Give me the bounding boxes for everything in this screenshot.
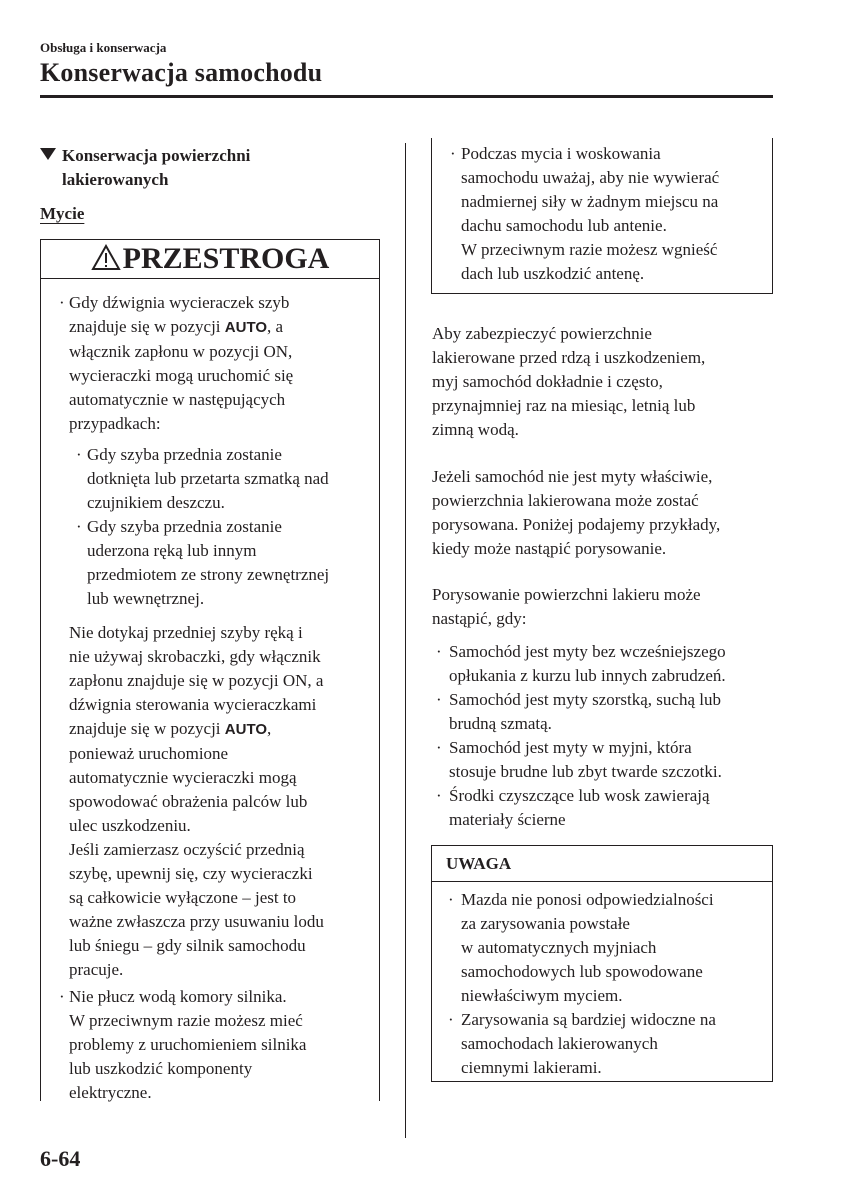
text-line: lakierowane przed rdzą i uszkodzeniem, — [432, 348, 706, 367]
text-line: Porysowanie powierzchni lakieru może — [432, 585, 701, 604]
bullet-dot: · — [76, 445, 82, 464]
text-line: zapłonu znajduje się w pozycji ON, a — [69, 671, 324, 690]
triangle-bullet-icon — [40, 148, 56, 160]
bullet-dot: · — [436, 738, 442, 757]
bullet-dot: · — [59, 987, 65, 1006]
text-line: samochodach lakierowanych — [461, 1034, 658, 1053]
column-divider — [405, 143, 406, 1138]
text-line: Jeżeli samochód nie jest myty właściwie, — [432, 467, 713, 486]
text-line: W przeciwnym razie możesz mieć — [69, 1011, 303, 1030]
bullet-dot: · — [76, 517, 82, 536]
bullet-dot: · — [436, 642, 442, 661]
section-heading — [40, 144, 250, 192]
text-line: Zarysowania są bardziej widoczne na — [461, 1010, 716, 1029]
text-line: W przeciwnym razie możesz wgnieść — [461, 240, 718, 259]
caution-title — [41, 240, 379, 278]
caution-bullet-2 — [69, 985, 306, 1105]
text-line: Jeśli zamierzasz oczyścić przednią — [69, 840, 305, 859]
text-line: lub śniegu – gdy silnik samochodu — [69, 936, 306, 955]
list-item: Samochód jest myty w myjni, która stosuje brudne lub zbyt twarde szczotki. — [449, 738, 722, 781]
text-line: automatycznie wycieraczki mogą — [69, 768, 297, 787]
caution-title-text: PRZESTROGA — [122, 242, 330, 275]
bullet-dot: · — [448, 890, 454, 909]
text-line: za zarysowania powstałe — [461, 914, 630, 933]
paragraph-scratches — [432, 465, 720, 561]
text-line: problemy z uruchomieniem silnika — [69, 1035, 307, 1054]
text-line: niewłaściwym myciem. — [461, 986, 623, 1005]
text-line: pracuje. — [69, 960, 124, 979]
breadcrumb: Obsługa i konserwacja — [40, 40, 167, 55]
caution-continued-box — [431, 138, 773, 294]
text-line: czujnikiem deszczu. — [87, 493, 225, 512]
text-line: ponieważ uruchomione — [69, 744, 229, 763]
list-item: Środki czyszczące lub wosk zawierają materiały ścierne — [449, 786, 710, 829]
bullet-dot: · — [59, 293, 65, 312]
text-line: Gdy szyba przednia zostanie — [87, 445, 282, 464]
auto-symbol: AUTO — [224, 319, 268, 336]
text-line: przypadkach: — [69, 414, 161, 433]
note-bullet-1 — [461, 888, 714, 1008]
text-line: Gdy dźwignia wycieraczek szyb — [69, 293, 290, 312]
text-line: Nie płucz wodą komory silnika. — [69, 987, 287, 1006]
text-line: Nie dotykaj przedniej szyby ręką i — [69, 623, 303, 642]
text-line: uderzona ręką lub innym — [87, 541, 257, 560]
bullet-dot: · — [448, 1010, 454, 1029]
text-line: spowodować obrażenia palców lub — [69, 792, 308, 811]
text-line: ulec uszkodzeniu. — [69, 816, 191, 835]
list-item: Samochód jest myty bez wcześniejszego opłukania z kurzu lub innych zabrudzeń. — [449, 642, 726, 685]
text-line: Gdy szyba przednia zostanie — [87, 517, 282, 536]
text-line: dotknięta lub przetarta szmatką nad — [87, 469, 329, 488]
bullet-dot: · — [436, 690, 442, 709]
page-title: Konserwacja samochodu — [40, 58, 323, 87]
title-rule — [40, 95, 773, 98]
text-line: Mazda nie ponosi odpowiedzialności — [461, 890, 714, 909]
text-line: dźwignia sterowania wycieraczkami — [69, 695, 317, 714]
caution-header-box — [40, 239, 380, 279]
text-line: wycieraczki mogą uruchomić się — [69, 366, 294, 385]
caution-paragraph-1 — [69, 621, 324, 982]
section-heading-line1: Konserwacja powierzchni — [62, 146, 251, 165]
text-line: zimną wodą. — [432, 420, 519, 439]
note-bullet-2 — [461, 1008, 716, 1080]
text-line: nadmiernej siły w żadnym miejscu na — [461, 192, 719, 211]
text-line: włącznik zapłonu w pozycji ON, — [69, 342, 293, 361]
bullet-dot: · — [450, 144, 456, 163]
text-line: nie używaj skrobaczki, gdy włącznik — [69, 647, 321, 666]
text-line: lub uszkodzić komponenty — [69, 1059, 253, 1078]
text-line: ważne zwłaszcza przy usuwaniu lodu — [69, 912, 324, 931]
text-line: automatycznie w następujących — [69, 390, 286, 409]
text-line: dach lub uszkodzić antenę. — [461, 264, 645, 283]
text-line: szybę, upewnij się, czy wycieraczki — [69, 864, 313, 883]
text-line: są całkowicie wyłączone – jest to — [69, 888, 297, 907]
text-line: ciemnymi lakierami. — [461, 1058, 602, 1077]
caution-body-box — [40, 278, 380, 1101]
text-line: przynajmniej raz na miesiąc, letnią lub — [432, 396, 696, 415]
text-line: lub wewnętrznej. — [87, 589, 205, 608]
note-title: UWAGA — [432, 846, 772, 882]
caution-continued-text — [461, 142, 719, 286]
text-line: dachu samochodu lub antenie. — [461, 216, 667, 235]
page-number: 6-64 — [40, 1146, 81, 1171]
caution-subbullet-1 — [87, 443, 329, 515]
text-line: powierzchnia lakierowana może zostać — [432, 491, 699, 510]
section-heading-line2: lakierowanych — [62, 170, 169, 189]
text-line: przedmiotem ze strony zewnętrznej — [87, 565, 330, 584]
text-line: kiedy może nastąpić porysowanie. — [432, 539, 667, 558]
note-box — [431, 845, 773, 1082]
warning-triangle-icon — [91, 244, 121, 271]
text-line: samochodowych lub spowodowane — [461, 962, 703, 981]
text-line: nastąpić, gdy: — [432, 609, 527, 628]
subheading-mycie: Mycie — [40, 204, 85, 223]
paragraph-protection — [432, 322, 705, 442]
text-line: elektryczne. — [69, 1083, 152, 1102]
text-line: znajduje się w pozycji AUTO, a — [69, 317, 284, 336]
caution-bullet-1 — [69, 291, 293, 436]
paragraph-when — [432, 583, 701, 631]
text-line: myj samochód dokładnie i często, — [432, 372, 663, 391]
auto-symbol: AUTO — [224, 721, 268, 738]
text-line: znajduje się w pozycji AUTO, — [69, 719, 272, 738]
text-line: Podczas mycia i woskowania — [461, 144, 661, 163]
list-item: Samochód jest myty szorstką, suchą lub brudną szmatą. — [449, 690, 721, 733]
text-line: w automatycznych myjniach — [461, 938, 657, 957]
caution-subbullet-2 — [87, 515, 329, 611]
bullet-dot: · — [436, 786, 442, 805]
text-line: porysowana. Poniżej podajemy przykłady, — [432, 515, 721, 534]
text-line: Aby zabezpieczyć powierzchnie — [432, 324, 652, 343]
text-line: samochodu uważaj, aby nie wywierać — [461, 168, 720, 187]
